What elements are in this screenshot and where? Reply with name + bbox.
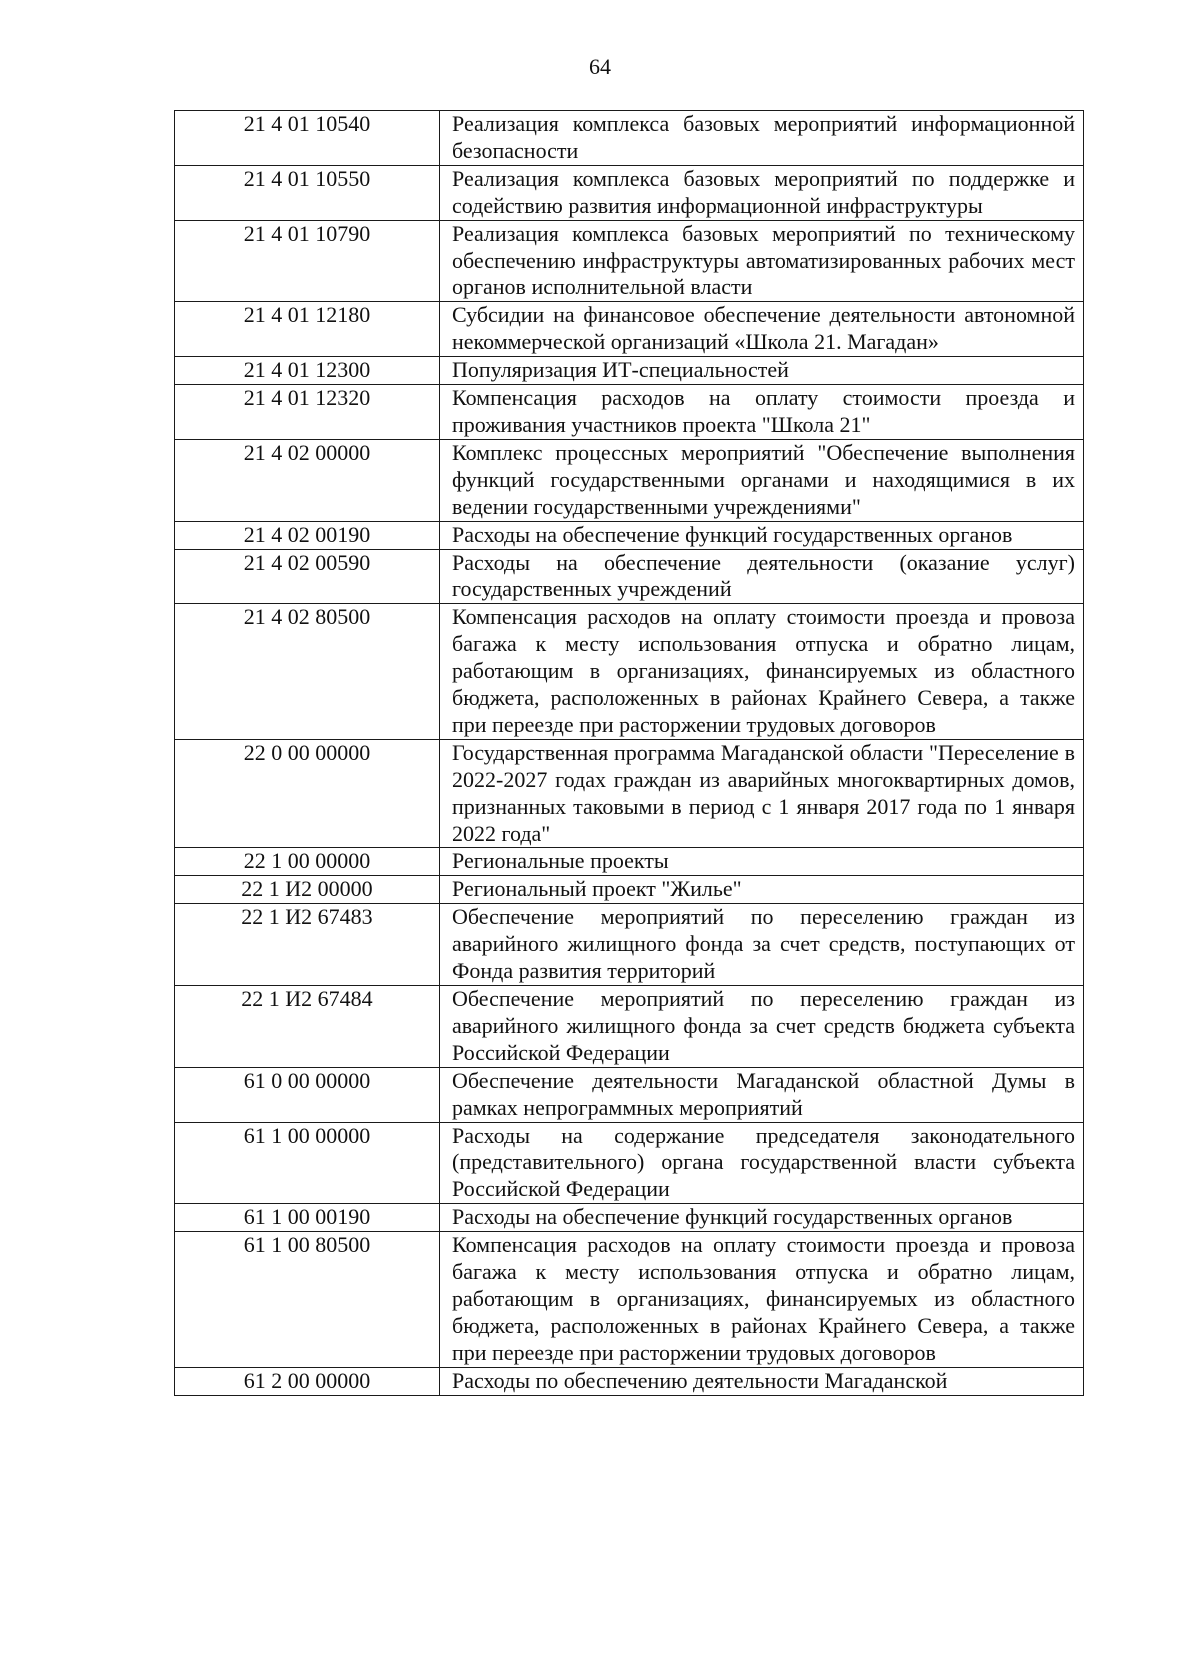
description-text: Компенсация расходов на оплату стоимости проезда и проживания участников проекта "Школа 21" [452,385,1075,437]
budget-code-cell [175,357,440,385]
budget-code-table [174,110,1084,1396]
description-cell [440,1232,1084,1368]
budget-code-cell [175,439,440,521]
table-row [175,439,1084,521]
description-text: Компенсация расходов на оплату стоимости проезда и провоза багажа к месту использования отпуска и обратно лицам, работающим в организациях, финансируемых из областного бюджета, расположенных в районах Крайнего Севера, а также при переезде при расторжении трудовых договоров [452,1232,1075,1365]
description-cell [440,1067,1084,1122]
table-row [175,604,1084,740]
budget-code-cell [175,604,440,740]
budget-code-cell [175,111,440,166]
description-cell [440,521,1084,549]
budget-code: 21 4 02 80500 [243,604,371,630]
budget-code: 61 1 00 80500 [243,1232,371,1258]
budget-code-cell [175,1204,440,1232]
table-row [175,165,1084,220]
description-cell [440,739,1084,848]
budget-code-cell [175,876,440,904]
budget-code-cell [175,986,440,1068]
description-cell [440,385,1084,440]
table-row [175,111,1084,166]
budget-code: 22 1 И2 00000 [241,876,373,902]
table-row [175,1232,1084,1368]
description-cell [440,439,1084,521]
description-cell [440,1367,1084,1395]
description-cell [440,165,1084,220]
description-text: Обеспечение мероприятий по переселению граждан из аварийного жилищного фонда за счет средств, поступающих от Фонда развития территорий [452,904,1075,984]
budget-code-cell [175,848,440,876]
budget-code-cell [175,521,440,549]
budget-code: 61 1 00 00190 [243,1204,371,1230]
table-row [175,385,1084,440]
table-row [175,986,1084,1068]
table-row [175,357,1084,385]
description-cell [440,220,1084,302]
table-row [175,876,1084,904]
description-text: Обеспечение мероприятий по переселению граждан из аварийного жилищного фонда за счет средств бюджета субъекта Российской Федерации [452,986,1075,1065]
description-text: Компенсация расходов на оплату стоимости проезда и провоза багажа к месту использования отпуска и обратно лицам, работающим в организациях, финансируемых из областного бюджета, расположенных в районах Крайнего Севера, а также при переезде при расторжении трудовых договоров [452,604,1075,737]
budget-code-cell [175,739,440,848]
budget-code: 21 4 01 10540 [243,111,371,136]
description-text: Комплекс процессных мероприятий "Обеспечение выполнения функций государственными органами и находящимися в их ведении государственными учреждениями" [452,439,1075,519]
description-text: Популяризация ИТ-специальностей [452,357,789,383]
description-cell [440,1204,1084,1232]
description-cell [440,111,1084,166]
table-row [175,1367,1084,1395]
description-text: Государственная программа Магаданской области "Переселение в 2022-2027 годах граждан из аварийных многоквартирных домов, признанных таковыми в период с 1 января 2017 года по 1 января 2022 года" [452,739,1075,846]
description-text: Субсидии на финансовое обеспечение деятельности автономной некоммерческой организаций «Школа 21. Магадан» [452,302,1075,355]
budget-code-cell [175,1122,440,1204]
description-cell [440,604,1084,740]
description-cell [440,1122,1084,1204]
budget-code: 61 0 00 00000 [243,1067,371,1093]
description-text: Региональный проект "Жилье" [452,876,742,902]
budget-code-cell [175,220,440,302]
description-text: Расходы на обеспечение функций государственных органов [452,1204,1013,1230]
budget-code: 21 4 02 00190 [243,521,371,547]
table-row [175,549,1084,604]
description-text: Реализация комплекса базовых мероприятий по техническому обеспечению инфраструктуры автоматизированных рабочих мест органов исполнительной власти [452,220,1075,300]
description-text: Расходы на обеспечение функций государственных органов [452,521,1013,547]
budget-code-cell [175,1367,440,1395]
budget-code: 22 1 00 00000 [243,848,371,874]
table-row [175,848,1084,876]
table-row [175,904,1084,986]
budget-code: 21 4 01 12320 [243,385,371,411]
table-row [175,521,1084,549]
budget-code: 22 1 И2 67484 [241,986,373,1011]
description-text: Расходы на содержание председателя законодательного (представительного) органа государственной власти субъекта Российской Федерации [452,1122,1075,1202]
budget-code: 22 0 00 00000 [243,739,371,765]
description-cell [440,848,1084,876]
description-cell [440,302,1084,357]
budget-code: 22 1 И2 67483 [241,904,373,930]
budget-code: 61 1 00 00000 [243,1122,371,1148]
table-body [175,111,1084,1396]
budget-code: 21 4 01 12180 [243,302,371,328]
budget-code-cell [175,165,440,220]
budget-code-cell [175,904,440,986]
budget-code-cell [175,302,440,357]
budget-code-cell [175,549,440,604]
table-row [175,1122,1084,1204]
description-cell [440,986,1084,1068]
description-cell [440,904,1084,986]
description-text: Расходы на обеспечение деятельности (оказание услуг) государственных учреждений [452,549,1075,602]
table-row [175,220,1084,302]
budget-code-cell [175,385,440,440]
description-text: Обеспечение деятельности Магаданской областной Думы в рамках непрограммных мероприятий [452,1067,1075,1120]
budget-code: 61 2 00 00000 [243,1367,371,1393]
description-cell [440,549,1084,604]
table-row [175,1204,1084,1232]
description-text: Расходы по обеспечению деятельности Магаданской [452,1367,948,1393]
description-text: Региональные проекты [452,848,669,874]
budget-code: 21 4 02 00590 [243,549,371,575]
budget-code: 21 4 01 10550 [243,165,371,191]
budget-code: 21 4 01 10790 [243,220,371,246]
budget-code: 21 4 02 00000 [243,439,371,465]
budget-code: 21 4 01 12300 [243,357,371,383]
page-number: 64 [589,54,611,79]
table-row [175,739,1084,848]
description-text: Реализация комплекса базовых мероприятий по поддержке и содействию развития информационной инфраструктуры [452,165,1075,218]
description-text: Реализация комплекса базовых мероприятий информационной безопасности [452,111,1075,163]
table-row [175,302,1084,357]
table-row [175,1067,1084,1122]
description-cell [440,357,1084,385]
budget-code-cell [175,1232,440,1368]
description-cell [440,876,1084,904]
budget-code-cell [175,1067,440,1122]
